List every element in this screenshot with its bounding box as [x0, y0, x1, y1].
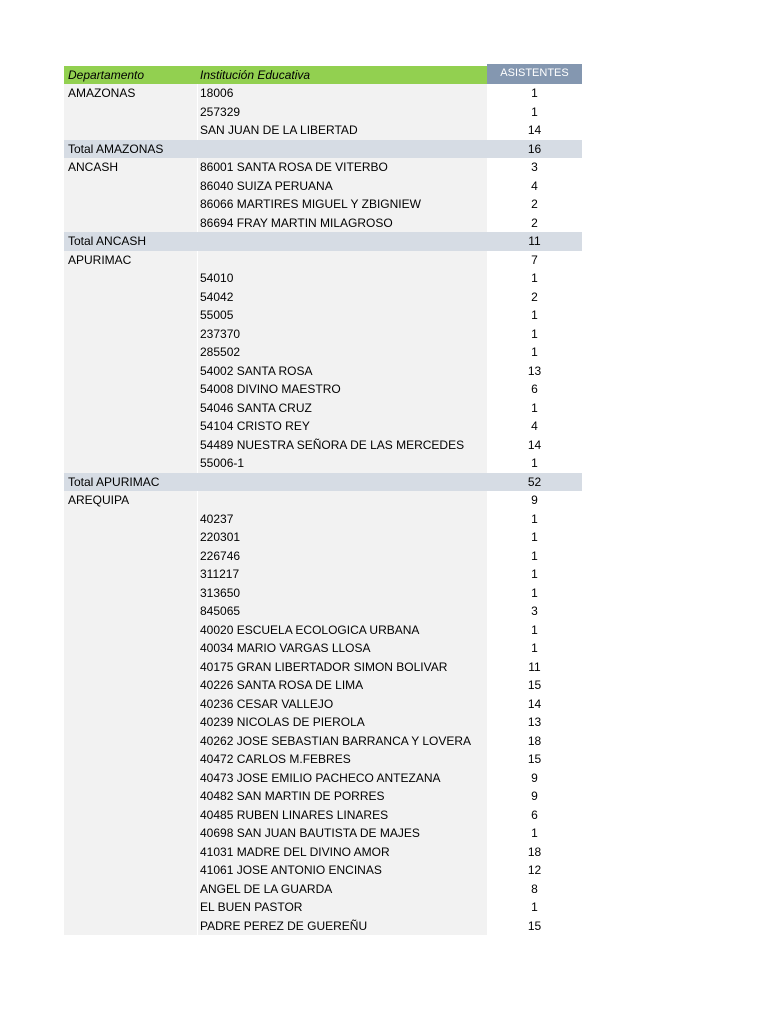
institucion-cell: 40226 SANTA ROSA DE LIMA — [198, 676, 487, 695]
institucion-cell: 40175 GRAN LIBERTADOR SIMON BOLIVAR — [198, 658, 487, 677]
institucion-cell: 226746 — [198, 547, 487, 566]
table-row — [64, 306, 582, 325]
table-row — [64, 269, 582, 288]
total-row — [64, 140, 582, 159]
institucion-cell: SAN JUAN DE LA LIBERTAD — [198, 121, 487, 140]
asistentes-cell: 4 — [531, 419, 538, 433]
table-row — [64, 214, 582, 233]
institucion-cell: 55005 — [198, 306, 487, 325]
departamento-cell — [64, 917, 197, 936]
table-row — [64, 565, 582, 584]
institucion-cell — [198, 251, 487, 270]
asistentes-cell: 15 — [527, 752, 542, 766]
departamento-cell: Total ANCASH — [68, 234, 147, 248]
departamento-cell — [64, 195, 197, 214]
table-row — [64, 195, 582, 214]
departamento-cell — [64, 121, 197, 140]
departamento-cell — [64, 621, 197, 640]
departamento-cell — [64, 325, 197, 344]
asistentes-cell: 16 — [527, 141, 542, 156]
asistentes-cell: 14 — [527, 123, 542, 137]
departamento-cell — [64, 214, 197, 233]
departamento-cell — [64, 769, 197, 788]
asistentes-cell: 6 — [531, 382, 538, 396]
asistentes-cell: 1 — [531, 641, 538, 655]
institucion-cell: 40473 JOSE EMILIO PACHECO ANTEZANA — [198, 769, 487, 788]
departamento-cell — [64, 898, 197, 917]
asistentes-cell: 1 — [531, 456, 538, 470]
asistentes-cell: 14 — [527, 696, 542, 711]
institucion-cell: 54104 CRISTO REY — [198, 417, 487, 436]
institucion-cell: 18006 — [198, 84, 487, 103]
table-row — [64, 639, 582, 658]
departamento-cell — [64, 824, 197, 843]
departamento-cell — [64, 288, 197, 307]
departamento-cell — [64, 510, 197, 529]
departamento-cell — [64, 528, 197, 547]
institucion-cell: 54008 DIVINO MAESTRO — [198, 380, 487, 399]
departamento-cell — [64, 787, 197, 806]
asistentes-cell: 3 — [531, 604, 538, 618]
table-row — [64, 417, 582, 436]
institucion-cell: 40485 RUBEN LINARES LINARES — [198, 806, 487, 825]
asistentes-cell: 11 — [528, 659, 541, 674]
table-row — [64, 362, 582, 381]
asistentes-cell: 13 — [527, 715, 542, 729]
institucion-cell: 311217 — [198, 565, 487, 584]
asistentes-cell: 3 — [531, 160, 538, 174]
asistentes-cell: 9 — [531, 789, 538, 803]
asistentes-cell: 1 — [531, 622, 538, 637]
departamento-cell: Total APURIMAC — [68, 474, 160, 489]
table-row — [64, 861, 582, 880]
asistentes-cell: 18 — [527, 733, 542, 748]
departamento-cell: AREQUIPA — [64, 491, 197, 510]
table-row — [64, 658, 582, 677]
table-row — [64, 769, 582, 788]
departamento-cell — [64, 399, 197, 418]
institucion-cell: 257329 — [198, 103, 487, 122]
institucion-cell: 41031 MADRE DEL DIVINO AMOR — [198, 843, 487, 862]
institucion-cell: 40482 SAN MARTIN DE PORRES — [198, 787, 487, 806]
institucion-cell: 40237 — [198, 510, 487, 529]
institucion-cell: 54046 SANTA CRUZ — [198, 399, 487, 418]
institucion-cell: 313650 — [198, 584, 487, 603]
asistentes-cell: 7 — [531, 252, 538, 267]
asistentes-cell: 15 — [527, 918, 542, 933]
institucion-cell — [198, 140, 487, 159]
asistentes-cell: 1 — [531, 308, 538, 322]
departamento-cell — [64, 417, 197, 436]
table-row — [64, 158, 582, 177]
table-row — [64, 103, 582, 122]
asistentes-cell: 1 — [531, 271, 538, 285]
table-row — [64, 824, 582, 843]
asistentes-cell: 1 — [531, 511, 538, 526]
institucion-cell: 54010 — [198, 269, 487, 288]
institucion-cell: 237370 — [198, 325, 487, 344]
table-row — [64, 750, 582, 769]
departamento-cell: AMAZONAS — [64, 84, 197, 103]
table-row — [64, 436, 582, 455]
asistentes-cell: 1 — [531, 86, 538, 100]
institucion-cell: 54042 — [198, 288, 487, 307]
institucion-cell: 40262 JOSE SEBASTIAN BARRANCA Y LOVERA — [198, 732, 487, 751]
table-row — [64, 898, 582, 917]
table-row — [64, 177, 582, 196]
departamento-cell — [64, 639, 197, 658]
asistentes-cell: 1 — [531, 567, 538, 581]
spreadsheet-table — [64, 64, 582, 935]
departamento-cell — [64, 454, 197, 473]
table-row — [64, 602, 582, 621]
asistentes-cell: 12 — [527, 863, 542, 877]
asistentes-cell: 1 — [531, 104, 538, 119]
asistentes-cell: 1 — [531, 585, 538, 600]
asistentes-cell: 2 — [531, 215, 538, 230]
asistentes-cell: 9 — [531, 493, 538, 507]
institucion-cell: 41061 JOSE ANTONIO ENCINAS — [198, 861, 487, 880]
table-row — [64, 325, 582, 344]
departamento-cell — [64, 362, 197, 381]
institucion-cell: 40034 MARIO VARGAS LLOSA — [198, 639, 487, 658]
departamento-cell — [64, 713, 197, 732]
institucion-cell — [198, 491, 487, 510]
asistentes-cell: 15 — [527, 678, 542, 692]
header-departamento: Departamento — [68, 68, 145, 82]
table-row — [64, 787, 582, 806]
departamento-cell — [64, 732, 197, 751]
institucion-cell: PADRE PEREZ DE GUEREÑU — [198, 917, 487, 936]
table-row — [64, 676, 582, 695]
table-row — [64, 399, 582, 418]
asistentes-cell: 4 — [531, 178, 538, 193]
asistentes-cell: 13 — [527, 363, 542, 378]
asistentes-cell: 52 — [527, 474, 542, 489]
asistentes-cell: 11 — [528, 234, 541, 248]
table-row — [64, 880, 582, 899]
departamento-cell — [64, 695, 197, 714]
header-row — [64, 64, 582, 84]
asistentes-cell: 1 — [531, 900, 538, 914]
table-row — [64, 528, 582, 547]
departamento-cell — [64, 269, 197, 288]
departamento-cell — [64, 565, 197, 584]
asistentes-cell: 1 — [531, 826, 538, 840]
departamento-cell — [64, 750, 197, 769]
departamento-cell: Total AMAZONAS — [68, 141, 164, 156]
institucion-cell: 54002 SANTA ROSA — [198, 362, 487, 381]
table-row — [64, 547, 582, 566]
institucion-cell: 845065 — [198, 602, 487, 621]
table-row — [64, 454, 582, 473]
departamento-cell — [64, 306, 197, 325]
table-row — [64, 843, 582, 862]
institucion-cell: 55006-1 — [198, 454, 487, 473]
institucion-cell — [198, 232, 487, 251]
departamento-cell — [64, 658, 197, 677]
departamento-cell: APURIMAC — [64, 251, 197, 270]
institucion-cell: EL BUEN PASTOR — [198, 898, 487, 917]
table-row — [64, 621, 582, 640]
asistentes-cell: 18 — [527, 844, 542, 859]
asistentes-cell: 2 — [531, 289, 538, 304]
table-row — [64, 695, 582, 714]
table-row — [64, 491, 582, 510]
departamento-cell: ANCASH — [64, 158, 197, 177]
asistentes-cell: 1 — [531, 548, 538, 563]
asistentes-cell: 1 — [531, 345, 538, 359]
institucion-cell: 220301 — [198, 528, 487, 547]
table-row — [64, 917, 582, 936]
asistentes-cell: 14 — [527, 437, 542, 452]
asistentes-cell: 6 — [531, 807, 538, 822]
table-row — [64, 713, 582, 732]
table-body — [64, 84, 582, 935]
asistentes-cell: 1 — [531, 326, 538, 341]
asistentes-cell: 9 — [531, 770, 538, 785]
table-row — [64, 584, 582, 603]
departamento-cell — [64, 843, 197, 862]
institucion-cell: 285502 — [198, 343, 487, 362]
departamento-cell — [64, 584, 197, 603]
table-row — [64, 806, 582, 825]
institucion-cell: 40239 NICOLAS DE PIEROLA — [198, 713, 487, 732]
institucion-cell: 86066 MARTIRES MIGUEL Y ZBIGNIEW — [198, 195, 487, 214]
table-row — [64, 251, 582, 270]
departamento-cell — [64, 380, 197, 399]
departamento-cell — [64, 177, 197, 196]
asistentes-cell: 8 — [531, 881, 538, 896]
table-row — [64, 732, 582, 751]
institucion-cell: 40472 CARLOS M.FEBRES — [198, 750, 487, 769]
institucion-cell: 86694 FRAY MARTIN MILAGROSO — [198, 214, 487, 233]
header-institucion: Institución Educativa — [200, 68, 311, 82]
table-row — [64, 510, 582, 529]
institucion-cell: 40698 SAN JUAN BAUTISTA DE MAJES — [198, 824, 487, 843]
departamento-cell — [64, 343, 197, 362]
departamento-cell — [64, 880, 197, 899]
table-row — [64, 121, 582, 140]
header-asistentes: ASISTENTES — [500, 67, 569, 79]
total-row — [64, 232, 582, 251]
departamento-cell — [64, 676, 197, 695]
institucion-cell: 40020 ESCUELA ECOLOGICA URBANA — [198, 621, 487, 640]
departamento-cell — [64, 547, 197, 566]
asistentes-cell: 2 — [531, 197, 538, 211]
table-row — [64, 288, 582, 307]
departamento-cell — [64, 436, 197, 455]
institucion-cell: 86040 SUIZA PERUANA — [198, 177, 487, 196]
table-row — [64, 84, 582, 103]
institucion-cell: 40236 CESAR VALLEJO — [198, 695, 487, 714]
institucion-cell: ANGEL DE LA GUARDA — [198, 880, 487, 899]
departamento-cell — [64, 103, 197, 122]
total-row — [64, 473, 582, 492]
institucion-cell: 86001 SANTA ROSA DE VITERBO — [198, 158, 487, 177]
departamento-cell — [64, 861, 197, 880]
asistentes-cell: 1 — [531, 400, 538, 415]
institucion-cell — [198, 473, 487, 492]
institucion-cell: 54489 NUESTRA SEÑORA DE LAS MERCEDES — [198, 436, 487, 455]
table-row — [64, 343, 582, 362]
asistentes-cell: 1 — [531, 530, 538, 544]
table-row — [64, 380, 582, 399]
departamento-cell — [64, 806, 197, 825]
departamento-cell — [64, 602, 197, 621]
